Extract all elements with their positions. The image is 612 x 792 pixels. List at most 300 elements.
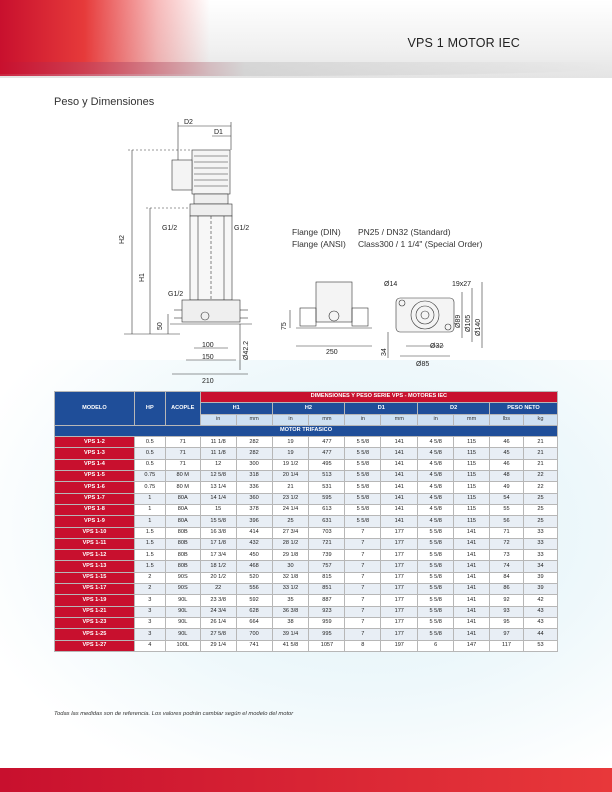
value-cell: 4 5/8 [418, 493, 454, 504]
table-row [55, 471, 558, 482]
value-cell: 450 [236, 550, 272, 561]
value-cell: 923 [309, 606, 345, 617]
value-cell: 33 [523, 527, 557, 538]
unit-cell: in [345, 414, 381, 425]
value-cell: 80A [165, 493, 200, 504]
table-row [55, 550, 558, 561]
value-cell: 97 [490, 629, 524, 640]
value-cell: 7 [345, 550, 381, 561]
value-cell: 141 [381, 516, 418, 527]
value-cell: 7 [345, 527, 381, 538]
value-cell: 26 1/4 [200, 617, 236, 628]
value-cell: 141 [454, 561, 490, 572]
value-cell: 49 [490, 482, 524, 493]
value-cell: 4 [134, 640, 165, 651]
value-cell: 25 [272, 516, 309, 527]
value-cell: 39 [523, 572, 557, 583]
model-cell: VPS 1-7 [55, 493, 135, 504]
model-cell: VPS 1-11 [55, 538, 135, 549]
table-row [55, 572, 558, 583]
label-g12-left: G1/2 [162, 225, 178, 232]
value-cell: 19 [272, 437, 309, 448]
value-cell: 8 [345, 640, 381, 651]
value-cell: 22 [523, 482, 557, 493]
value-cell: 35 [272, 595, 309, 606]
model-cell: VPS 1-12 [55, 550, 135, 561]
label-h1: H1 [139, 273, 146, 282]
group-d2: D2 [418, 403, 490, 414]
value-cell: 0.5 [134, 459, 165, 470]
value-cell: 177 [381, 606, 418, 617]
value-cell: 46 [490, 437, 524, 448]
value-cell: 90L [165, 617, 200, 628]
value-cell: 177 [381, 561, 418, 572]
value-cell: 23 1/2 [272, 493, 309, 504]
value-cell: 336 [236, 482, 272, 493]
value-cell: 3 [134, 595, 165, 606]
value-cell: 3 [134, 629, 165, 640]
table-body [55, 437, 558, 652]
value-cell: 115 [454, 448, 490, 459]
table-row [55, 493, 558, 504]
value-cell: 141 [381, 493, 418, 504]
pump-dimension-drawing [110, 112, 520, 390]
value-cell: 80 M [165, 482, 200, 493]
value-cell: 90S [165, 584, 200, 595]
value-cell: 141 [381, 471, 418, 482]
value-cell: 5 5/8 [345, 516, 381, 527]
value-cell: 4 5/8 [418, 437, 454, 448]
flange-ansi-value: Class300 / 1 1/4" (Special Order) [358, 238, 483, 249]
value-cell: 90L [165, 629, 200, 640]
unit-cell: mm [309, 414, 345, 425]
value-cell: 414 [236, 527, 272, 538]
value-cell: 34 [523, 561, 557, 572]
value-cell: 56 [490, 516, 524, 527]
footer-band [0, 768, 612, 792]
value-cell: 72 [490, 538, 524, 549]
value-cell: 141 [454, 527, 490, 538]
table-row [55, 629, 558, 640]
value-cell: 177 [381, 595, 418, 606]
label-d1: D1 [214, 129, 223, 136]
value-cell: 520 [236, 572, 272, 583]
model-cell: VPS 1-23 [55, 617, 135, 628]
value-cell: 14 1/4 [200, 493, 236, 504]
value-cell: 7 [345, 572, 381, 583]
label-dia14: Ø14 [384, 281, 398, 288]
value-cell: 44 [523, 629, 557, 640]
value-cell: 74 [490, 561, 524, 572]
value-cell: 84 [490, 572, 524, 583]
label-g12-right: G1/2 [234, 225, 250, 232]
value-cell: 73 [490, 550, 524, 561]
value-cell: 39 1/4 [272, 629, 309, 640]
value-cell: 38 [272, 617, 309, 628]
value-cell: 0.75 [134, 482, 165, 493]
label-h2: H2 [119, 235, 126, 244]
value-cell: 141 [381, 437, 418, 448]
model-cell: VPS 1-19 [55, 595, 135, 606]
group-d1: D1 [345, 403, 418, 414]
col-hp: HP [134, 392, 165, 426]
flange-din-value: PN25 / DN32 (Standard) [358, 227, 451, 237]
value-cell: 0.5 [134, 448, 165, 459]
value-cell: 5 5/8 [418, 527, 454, 538]
value-cell: 115 [454, 482, 490, 493]
value-cell: 71 [165, 437, 200, 448]
label-dia140: Ø140 [475, 318, 482, 336]
value-cell: 22 [523, 471, 557, 482]
label-dia85: Ø85 [416, 361, 430, 368]
value-cell: 631 [309, 516, 345, 527]
value-cell: 995 [309, 629, 345, 640]
table-row [55, 516, 558, 527]
value-cell: 177 [381, 538, 418, 549]
flange-ansi-label: Flange (ANSI) [292, 238, 346, 249]
value-cell: 115 [454, 471, 490, 482]
label-75: 75 [281, 322, 288, 330]
value-cell: 71 [165, 459, 200, 470]
value-cell: 39 [523, 584, 557, 595]
value-cell: 739 [309, 550, 345, 561]
label-34: 34 [381, 348, 388, 356]
value-cell: 12 [200, 459, 236, 470]
value-cell: 21 [272, 482, 309, 493]
value-cell: 5 5/8 [418, 550, 454, 561]
value-cell: 300 [236, 459, 272, 470]
value-cell: 5 5/8 [418, 606, 454, 617]
label-d2: D2 [184, 119, 193, 126]
value-cell: 432 [236, 538, 272, 549]
value-cell: 22 [200, 584, 236, 595]
value-cell: 25 [523, 516, 557, 527]
table-title: DIMENSIONES Y PESO SERIE VPS - MOTORES IEC [200, 392, 557, 403]
value-cell: 664 [236, 617, 272, 628]
value-cell: 595 [309, 493, 345, 504]
value-cell: 100L [165, 640, 200, 651]
side-view-body [316, 282, 352, 322]
value-cell: 741 [236, 640, 272, 651]
value-cell: 177 [381, 629, 418, 640]
value-cell: 54 [490, 493, 524, 504]
value-cell: 851 [309, 584, 345, 595]
model-cell: VPS 1-10 [55, 527, 135, 538]
value-cell: 80B [165, 550, 200, 561]
col-modelo: MODELO [55, 392, 135, 426]
value-cell: 5 5/8 [345, 437, 381, 448]
value-cell: 5 5/8 [345, 504, 381, 515]
value-cell: 959 [309, 617, 345, 628]
label-150: 150 [202, 354, 214, 361]
value-cell: 887 [309, 595, 345, 606]
value-cell: 95 [490, 617, 524, 628]
value-cell: 815 [309, 572, 345, 583]
value-cell: 4 5/8 [418, 482, 454, 493]
value-cell: 4 5/8 [418, 459, 454, 470]
value-cell: 613 [309, 504, 345, 515]
value-cell: 1057 [309, 640, 345, 651]
label-50: 50 [157, 322, 164, 330]
value-cell: 48 [490, 471, 524, 482]
group-h2: H2 [272, 403, 345, 414]
value-cell: 16 3/8 [200, 527, 236, 538]
unit-cell: in [418, 414, 454, 425]
table-row [55, 617, 558, 628]
table-row [55, 606, 558, 617]
value-cell: 4 5/8 [418, 448, 454, 459]
value-cell: 24 1/4 [272, 504, 309, 515]
value-cell: 1.5 [134, 527, 165, 538]
table-row [55, 538, 558, 549]
value-cell: 33 [523, 550, 557, 561]
model-cell: VPS 1-9 [55, 516, 135, 527]
model-cell: VPS 1-15 [55, 572, 135, 583]
value-cell: 477 [309, 437, 345, 448]
value-cell: 117 [490, 640, 524, 651]
value-cell: 23 3/8 [200, 595, 236, 606]
value-cell: 19 [272, 448, 309, 459]
value-cell: 71 [165, 448, 200, 459]
value-cell: 7 [345, 561, 381, 572]
value-cell: 147 [454, 640, 490, 651]
value-cell: 757 [309, 561, 345, 572]
unit-cell: in [272, 414, 309, 425]
value-cell: 6 [418, 640, 454, 651]
value-cell: 628 [236, 606, 272, 617]
model-cell: VPS 1-21 [55, 606, 135, 617]
value-cell: 71 [490, 527, 524, 538]
value-cell: 18 1/2 [200, 561, 236, 572]
value-cell: 141 [454, 606, 490, 617]
value-cell: 5 5/8 [418, 538, 454, 549]
value-cell: 25 [523, 504, 557, 515]
value-cell: 5 5/8 [418, 584, 454, 595]
value-cell: 24 3/4 [200, 606, 236, 617]
value-cell: 141 [454, 584, 490, 595]
value-cell: 80A [165, 516, 200, 527]
label-dia32: Ø32 [430, 343, 444, 350]
value-cell: 468 [236, 561, 272, 572]
value-cell: 141 [454, 550, 490, 561]
value-cell: 378 [236, 504, 272, 515]
value-cell: 141 [454, 595, 490, 606]
value-cell: 55 [490, 504, 524, 515]
value-cell: 495 [309, 459, 345, 470]
value-cell: 396 [236, 516, 272, 527]
value-cell: 80B [165, 527, 200, 538]
value-cell: 141 [381, 459, 418, 470]
unit-cell: mm [236, 414, 272, 425]
table-row [55, 504, 558, 515]
value-cell: 92 [490, 595, 524, 606]
value-cell: 30 [272, 561, 309, 572]
value-cell: 80 M [165, 471, 200, 482]
value-cell: 7 [345, 606, 381, 617]
flange-info [292, 227, 482, 250]
value-cell: 4 5/8 [418, 504, 454, 515]
value-cell: 7 [345, 538, 381, 549]
value-cell: 282 [236, 448, 272, 459]
value-cell: 177 [381, 584, 418, 595]
group-peso: PESO NETO [490, 403, 558, 414]
label-g12-low: G1/2 [168, 291, 184, 298]
value-cell: 90L [165, 606, 200, 617]
value-cell: 19 1/2 [272, 459, 309, 470]
value-cell: 32 1/8 [272, 572, 309, 583]
value-cell: 2 [134, 584, 165, 595]
value-cell: 115 [454, 437, 490, 448]
footnote: Todas las medidas son de referencia. Los valores podrán cambiar según el modelo del motor [54, 711, 294, 717]
label-100: 100 [202, 342, 214, 349]
table-row [55, 527, 558, 538]
value-cell: 90S [165, 572, 200, 583]
page-title: VPS 1 MOTOR IEC [407, 36, 520, 50]
model-cell: VPS 1-25 [55, 629, 135, 640]
pump-head [190, 204, 232, 216]
label-dia42: Ø42.2 [243, 340, 250, 360]
value-cell: 5 5/8 [418, 561, 454, 572]
value-cell: 21 [523, 448, 557, 459]
value-cell: 115 [454, 504, 490, 515]
value-cell: 80A [165, 504, 200, 515]
value-cell: 13 1/4 [200, 482, 236, 493]
value-cell: 7 [345, 584, 381, 595]
table-row [55, 584, 558, 595]
value-cell: 5 5/8 [345, 471, 381, 482]
value-cell: 141 [381, 504, 418, 515]
value-cell: 93 [490, 606, 524, 617]
value-cell: 141 [381, 448, 418, 459]
value-cell: 592 [236, 595, 272, 606]
value-cell: 318 [236, 471, 272, 482]
value-cell: 27 5/8 [200, 629, 236, 640]
value-cell: 90L [165, 595, 200, 606]
value-cell: 141 [454, 538, 490, 549]
table-row [55, 448, 558, 459]
value-cell: 1 [134, 504, 165, 515]
value-cell: 45 [490, 448, 524, 459]
value-cell: 29 1/8 [272, 550, 309, 561]
value-cell: 5 5/8 [345, 493, 381, 504]
value-cell: 11 1/8 [200, 437, 236, 448]
value-cell: 80B [165, 538, 200, 549]
value-cell: 29 1/4 [200, 640, 236, 651]
value-cell: 43 [523, 617, 557, 628]
value-cell: 1.5 [134, 538, 165, 549]
value-cell: 5 5/8 [345, 482, 381, 493]
model-cell: VPS 1-5 [55, 471, 135, 482]
value-cell: 1 [134, 516, 165, 527]
table-row [55, 459, 558, 470]
value-cell: 46 [490, 459, 524, 470]
value-cell: 360 [236, 493, 272, 504]
table-row [55, 482, 558, 493]
value-cell: 177 [381, 550, 418, 561]
dimensions-table [54, 391, 558, 652]
model-cell: VPS 1-13 [55, 561, 135, 572]
value-cell: 17 1/8 [200, 538, 236, 549]
value-cell: 20 1/4 [272, 471, 309, 482]
section-title: Peso y Dimensiones [54, 96, 155, 108]
value-cell: 4 5/8 [418, 516, 454, 527]
unit-cell: kg [523, 414, 557, 425]
value-cell: 53 [523, 640, 557, 651]
value-cell: 5 5/8 [418, 629, 454, 640]
value-cell: 86 [490, 584, 524, 595]
value-cell: 33 1/2 [272, 584, 309, 595]
value-cell: 177 [381, 527, 418, 538]
label-210: 210 [202, 378, 214, 385]
unit-cell: lbs [490, 414, 524, 425]
value-cell: 11 1/8 [200, 448, 236, 459]
value-cell: 20 1/2 [200, 572, 236, 583]
col-acople: ACOPLE [165, 392, 200, 426]
motor-terminal-box [172, 160, 192, 190]
value-cell: 42 [523, 595, 557, 606]
value-cell: 1.5 [134, 561, 165, 572]
label-dia89: Ø89 [455, 314, 462, 328]
value-cell: 21 [523, 459, 557, 470]
value-cell: 43 [523, 606, 557, 617]
value-cell: 115 [454, 516, 490, 527]
table-row [55, 561, 558, 572]
value-cell: 477 [309, 448, 345, 459]
value-cell: 282 [236, 437, 272, 448]
value-cell: 7 [345, 617, 381, 628]
value-cell: 0.5 [134, 437, 165, 448]
table-row [55, 595, 558, 606]
model-cell: VPS 1-4 [55, 459, 135, 470]
value-cell: 2 [134, 572, 165, 583]
motor-band: MOTOR TRIFASICO [55, 425, 558, 436]
value-cell: 3 [134, 617, 165, 628]
value-cell: 703 [309, 527, 345, 538]
value-cell: 7 [345, 595, 381, 606]
model-cell: VPS 1-2 [55, 437, 135, 448]
value-cell: 700 [236, 629, 272, 640]
pump-base [182, 300, 240, 322]
value-cell: 5 5/8 [418, 595, 454, 606]
value-cell: 21 [523, 437, 557, 448]
value-cell: 141 [381, 482, 418, 493]
value-cell: 197 [381, 640, 418, 651]
value-cell: 5 5/8 [418, 572, 454, 583]
value-cell: 513 [309, 471, 345, 482]
value-cell: 177 [381, 572, 418, 583]
value-cell: 141 [454, 572, 490, 583]
table-row [55, 640, 558, 651]
label-250: 250 [326, 349, 338, 356]
value-cell: 80B [165, 561, 200, 572]
value-cell: 12 5/8 [200, 471, 236, 482]
value-cell: 1.5 [134, 550, 165, 561]
table-row [55, 437, 558, 448]
unit-cell: in [200, 414, 236, 425]
value-cell: 177 [381, 617, 418, 628]
value-cell: 3 [134, 606, 165, 617]
model-cell: VPS 1-27 [55, 640, 135, 651]
value-cell: 531 [309, 482, 345, 493]
value-cell: 28 1/2 [272, 538, 309, 549]
value-cell: 41 5/8 [272, 640, 309, 651]
value-cell: 1 [134, 493, 165, 504]
unit-cell: mm [381, 414, 418, 425]
value-cell: 15 [200, 504, 236, 515]
value-cell: 27 3/4 [272, 527, 309, 538]
model-cell: VPS 1-3 [55, 448, 135, 459]
label-19x27: 19x27 [452, 281, 472, 288]
